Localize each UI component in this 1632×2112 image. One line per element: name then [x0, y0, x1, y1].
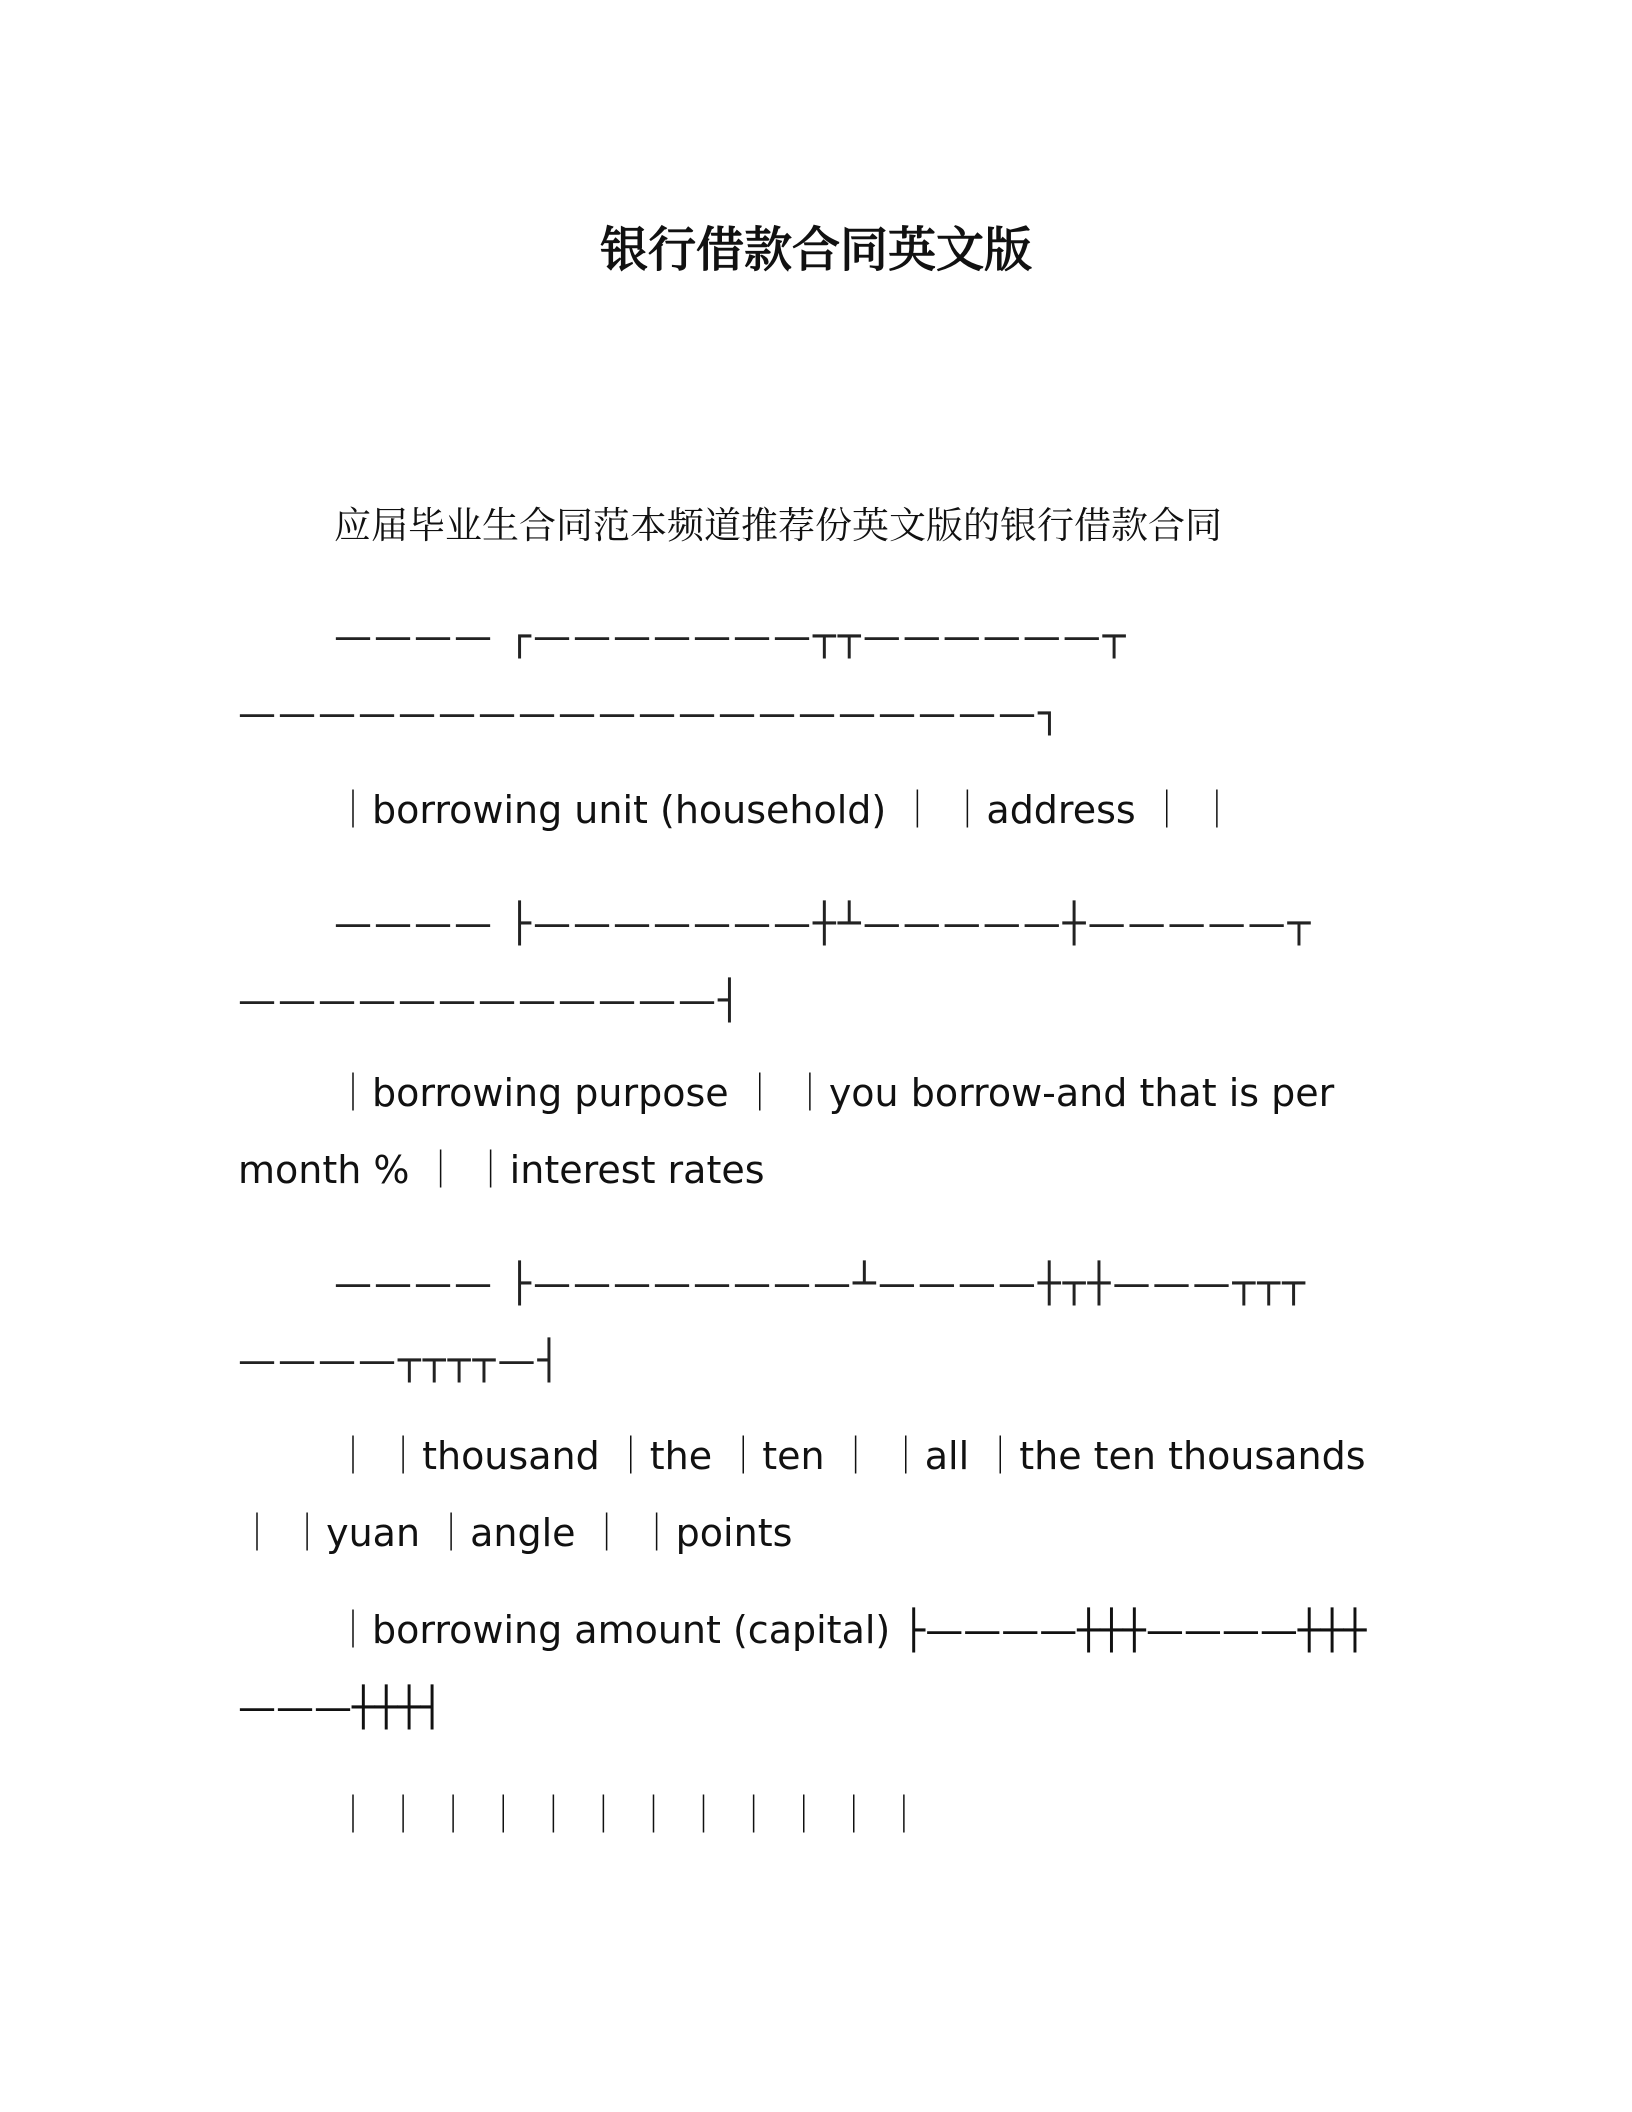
table-row-text: ｜borrowing amount (capital) ├————┼┼┼————┼┼┼———┼┼┼┤ — [238, 1608, 1367, 1729]
table-border-line: ———— ├———————┼┴—————┼—————┬————————————┤ — [238, 901, 1313, 1022]
table-row-text: ｜ ｜thousand ｜the ｜ten ｜ ｜all ｜the ten thousands ｜ ｜yuan ｜angle ｜ ｜points — [238, 1434, 1366, 1555]
table-border-line: ———— ┌———————┬┬——————┬————————————————————┐ — [238, 614, 1128, 735]
document-title: 银行借款合同英文版 — [599, 222, 1032, 278]
table-row-text: ｜borrowing unit (household) ｜ ｜address ｜ ｜ — [334, 788, 1236, 832]
table-border-line: ———— ├————————┴————┼┬┼———┬┬┬————┬┬┬┬—┤ — [238, 1261, 1308, 1382]
table-row-text: ｜borrowing purpose ｜ ｜you borrow-and that is per month % ｜ ｜interest rates — [238, 1071, 1335, 1192]
table-row-text: ｜ ｜ ｜ ｜ ｜ ｜ ｜ ｜ ｜ ｜ ｜ ｜ — [334, 1793, 923, 1837]
document-subtitle: 应届毕业生合同范本频道推荐份英文版的银行借款合同 — [334, 504, 1222, 547]
